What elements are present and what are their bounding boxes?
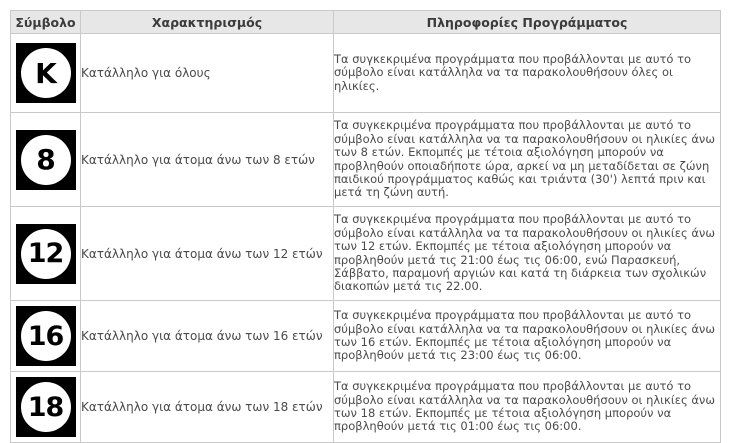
table-row [11,34,721,113]
header-program-info: Πληροφορίες Προγράμματος [334,11,721,34]
rating-info: Τα συγκεκριμένα προγράμματα που προβάλλονται με αυτό το σύμβολο είναι κατάλληλα να τα παρακολουθήσουν οι ηλικίες άνω των 12 ετών. Εκπομπές με τέτοια αξιολόγηση μπορούν να προβληθούν μετά τις 21:00 έως τις 06:00, ενώ Παρασκευή, Σάββατο, παραμονή αργιών και κατά τη διάρκεια των σχολικών διακοπών μετά τις 22.00. [334,207,721,301]
rating-k-icon [16,43,76,103]
table-row [11,301,721,372]
rating-18-icon [16,377,76,437]
rating-info: Τα συγκεκριμένα προγράμματα που προβάλλονται με αυτό το σύμβολο είναι κατάλληλα να τα παρακολουθήσουν όλες οι ηλικίες. [334,34,721,113]
rating-symbol: 16 [21,311,71,361]
ratings-table [10,10,721,443]
rating-info: Τα συγκεκριμένα προγράμματα που προβάλλονται με αυτό το σύμβολο είναι κατάλληλα να τα παρακολουθήσουν οι ηλικίες άνω των 16 ετών. Εκπομπές με τέτοια αξιολόγηση μπορούν να προβληθούν μετά τις 23:00 έως τις 06:00. [334,301,721,372]
symbol-cell [11,34,81,113]
rating-label: Κατάλληλο για άτομα άνω των 12 ετών [81,207,334,301]
rating-8-icon [16,130,76,190]
rating-12-icon [16,224,76,284]
rating-symbol: K [21,48,71,98]
rating-symbol: 8 [21,135,71,185]
table-row [11,207,721,301]
table-row [11,113,721,207]
rating-label: Κατάλληλο για άτομα άνω των 16 ετών [81,301,334,372]
table-header-row [11,11,721,34]
symbol-cell [11,113,81,207]
rating-info: Τα συγκεκριμένα προγράμματα που προβάλλονται με αυτό το σύμβολο είναι κατάλληλα να τα παρακολουθήσουν οι ηλικίες άνω των 8 ετών. Εκπομπές με τέτοια αξιολόγηση μπορούν να προβληθούν οποιαδήποτε ώρα, αρκεί να μη μεταδίδεται σε ζώνη παιδικού προγράμματος καθώς και τριάντα (30') λεπτά πριν και μετά τη ζώνη αυτή. [334,113,721,207]
rating-info: Τα συγκεκριμένα προγράμματα που προβάλλονται με αυτό το σύμβολο είναι κατάλληλα να τα παρακολουθήσουν οι ηλικίες άνω των 18 ετών. Εκπομπές με τέτοια αξιολόγηση μπορούν να προβληθούν μετά τις 01:00 έως τις 06:00. [334,372,721,443]
symbol-cell [11,207,81,301]
rating-symbol: 18 [21,382,71,432]
rating-symbol: 12 [21,229,71,279]
rating-label: Κατάλληλο για όλους [81,34,334,113]
rating-label: Κατάλληλο για άτομα άνω των 18 ετών [81,372,334,443]
table-row [11,372,721,443]
rating-label: Κατάλληλο για άτομα άνω των 8 ετών [81,113,334,207]
header-characterization: Χαρακτηρισμός [81,11,334,34]
symbol-cell [11,372,81,443]
rating-16-icon [16,306,76,366]
symbol-cell [11,301,81,372]
header-symbol: Σύμβολο [11,11,81,34]
